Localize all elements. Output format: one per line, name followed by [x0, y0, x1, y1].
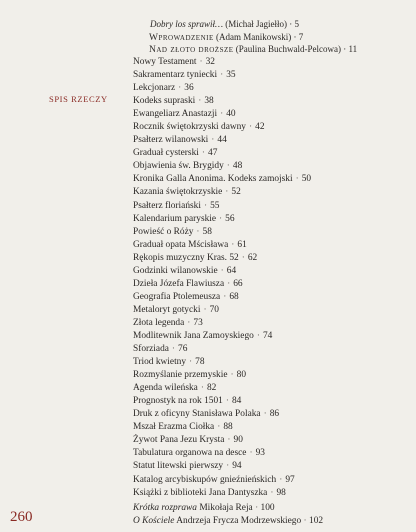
toc-entry: [133, 330, 311, 343]
toc-entry-title: Ewangeliarz Anastazji: [133, 109, 218, 120]
intro-author: (Michał Jagiełło): [225, 19, 287, 29]
toc-entry-page: 61: [237, 239, 247, 250]
toc-entry: [133, 252, 311, 265]
toc-entry-page: 88: [223, 422, 233, 433]
toc-entry: [133, 382, 311, 395]
toc-entry: [133, 147, 311, 160]
separator-dot: ·: [201, 148, 205, 159]
intro-entry: Nad złoto droższe (Paulina Buchwald-Pelcowa) · 11: [149, 44, 358, 55]
toc-entry: [133, 186, 311, 199]
toc-list: [133, 56, 311, 500]
toc-entry: [133, 134, 311, 147]
separator-dot: ·: [196, 226, 200, 237]
toc-entry-page: 86: [269, 409, 280, 420]
separator-dot: ·: [211, 135, 215, 146]
intro-page: 5: [294, 19, 299, 29]
separator-dot: ·: [256, 330, 260, 341]
toc-entry: [133, 213, 311, 226]
separator-dot: ·: [199, 57, 203, 67]
toc-entry-title: Objawienia św. Brygidy: [133, 161, 224, 172]
toc-entry: [133, 434, 311, 447]
toc-entry-page: 47: [208, 148, 218, 159]
toc-entry-page: 102: [309, 516, 324, 526]
intro-author: (Adam Manikowski): [216, 32, 292, 42]
separator-dot: ·: [220, 265, 224, 276]
toc-entry-title: Druk z oficyny Stanisława Polaka: [133, 409, 261, 420]
separator-dot: ·: [270, 487, 274, 498]
toc-entry-page: 73: [193, 317, 203, 328]
toc-entry-page: 56: [225, 213, 235, 224]
toc-entry: [133, 82, 311, 95]
toc-entry-page: 44: [217, 135, 227, 146]
toc-entry-title: Kodeks supraski: [133, 96, 196, 107]
toc-entry: [133, 447, 311, 460]
separator-dot: ·: [230, 370, 234, 381]
separator-dot: ·: [220, 70, 224, 81]
toc-entry-page: 74: [262, 330, 273, 341]
toc-entry-page: 84: [231, 396, 242, 407]
toc-entry: [133, 317, 311, 330]
separator-dot: ·: [223, 291, 227, 302]
toc-entry-title: Kronika Galla Anonima. Kodeks zamojski: [133, 174, 293, 185]
toc-entry-title: Powieść o Róży: [133, 226, 194, 237]
toc-entry-title: Lekcjonarz: [133, 83, 176, 94]
toc-entry-page: 80: [236, 370, 247, 381]
toc-entry-title: Triod kwietny: [133, 357, 187, 368]
toc-entry-page: 50: [301, 174, 312, 185]
toc-entry: [133, 173, 311, 186]
toc-entry-page: 93: [255, 448, 265, 459]
toc-entry-page: 40: [226, 109, 236, 120]
toc-entry-title: Mszał Erazma Ciołka: [133, 422, 215, 433]
toc-entry: [133, 487, 311, 500]
toc-entry: [133, 265, 311, 278]
toc-entry: [133, 95, 311, 108]
toc-entry-title: Rozmyślanie przemyskie: [133, 370, 228, 381]
toc-entry-title: Psałterz floriański: [133, 200, 201, 211]
separator-dot: ·: [225, 187, 229, 198]
toc-entry-title: Złota legenda: [133, 317, 185, 328]
separator-dot: ·: [226, 161, 230, 172]
toc-entry: O Kościele Andrzeja Frycza Modrzewskiego · 102: [133, 516, 324, 526]
toc-entry-page: 100: [260, 503, 275, 513]
toc-entry-page: 42: [255, 122, 265, 133]
toc-entry-page: 78: [195, 357, 205, 368]
toc-entry-title: Rękopis muzyczny Kras. 52: [133, 252, 239, 263]
separator-dot: ·: [295, 174, 299, 185]
toc-entry-title: Książki z biblioteki Jana Dantyszka: [133, 487, 268, 498]
toc-entry-title: Prognostyk na rok 1501: [133, 396, 223, 407]
separator-dot: ·: [249, 448, 253, 459]
separator-dot: ·: [171, 344, 176, 355]
toc-entry-title: Kazania świętokrzyskie: [133, 187, 223, 198]
intro-entry: Wprowadzenie (Adam Manikowski) · 7: [149, 32, 304, 43]
toc-entry-page: 76: [178, 344, 188, 355]
separator-dot: ·: [263, 409, 267, 420]
toc-entry-title: Metaloryt gotycki: [133, 304, 201, 315]
toc-entry-page: 35: [226, 70, 236, 81]
toc-entry-page: 82: [206, 383, 217, 394]
separator-dot: ·: [226, 461, 230, 472]
separator-dot: ·: [187, 317, 191, 328]
toc-entry: [133, 474, 311, 487]
toc-entry-title: Dzieła Józefa Flawiusza: [133, 278, 225, 289]
toc-entry: [133, 160, 311, 173]
intro-title: Nad złoto droższe: [149, 45, 234, 55]
toc-entry: [133, 291, 311, 304]
toc-entry-title: Geografia Ptolemeusza: [133, 291, 221, 302]
toc-entry: [133, 121, 311, 134]
toc-entry-page: 38: [204, 96, 214, 107]
toc-entry-title: Tabulatura organowa na desce: [133, 448, 247, 459]
toc-entry-author: Mikołaja Reja: [199, 503, 253, 513]
toc-entry: [133, 343, 311, 356]
toc-entry-title: Graduał opata Mścisława: [133, 239, 229, 250]
toc-entry-page: 52: [231, 187, 241, 198]
toc-entry-title: Rocznik świętokrzyski dawny: [133, 122, 246, 133]
separator-dot: ·: [178, 83, 182, 94]
toc-entry: [133, 408, 311, 421]
section-label: SPIS RZECZY: [49, 94, 108, 104]
toc-entry-title: Kalendarium paryskie: [133, 213, 217, 224]
intro-author: (Paulina Buchwald-Pelcowa): [235, 44, 342, 54]
toc-entry-page: 32: [205, 57, 215, 67]
toc-entry-page: 68: [229, 291, 239, 302]
toc-entry: [133, 356, 311, 369]
toc-entry-title: Żywot Pana Jezu Krysta: [133, 435, 225, 446]
toc-entry-title: Katalog arcybiskupów gnieźnieńskich: [133, 474, 277, 485]
toc-entry-page: 70: [209, 304, 219, 315]
toc-entry: [133, 395, 311, 408]
separator-dot: ·: [249, 122, 253, 133]
toc-entry-title: Psałterz wilanowski: [133, 135, 209, 146]
toc-entry-page: 97: [285, 474, 295, 485]
toc-entry: Krótka rozprawa Mikołaja Reja · 100: [133, 503, 275, 513]
separator-dot: ·: [227, 435, 231, 446]
toc-entry: [133, 108, 311, 121]
page-number: 260: [10, 509, 33, 525]
toc-entry-page: 48: [232, 161, 243, 172]
separator-dot: ·: [241, 252, 245, 263]
separator-dot: ·: [203, 304, 207, 315]
toc-entry: [133, 278, 311, 291]
toc-entry: [133, 56, 311, 69]
separator-dot: ·: [227, 278, 231, 289]
separator-dot: ·: [220, 109, 224, 120]
toc-entry-author: Andrzeja Frycza Modrzewskiego: [176, 516, 302, 526]
toc-entry-title: Nowy Testament: [133, 57, 197, 67]
toc-entry-page: 62: [247, 252, 258, 263]
toc-entry: [133, 69, 311, 82]
toc-entry-title: Agenda wileńska: [133, 383, 198, 394]
toc-entry-page: 66: [233, 278, 243, 289]
toc-entry: [133, 460, 311, 473]
toc-entry-title: Sforziada: [133, 344, 169, 355]
intro-page: 7: [298, 32, 304, 42]
toc-entry-title: O Kościele: [133, 516, 175, 526]
intro-title: Wprowadzenie: [149, 33, 214, 43]
toc-entry-title: Sakramentarz tyniecki: [133, 70, 218, 81]
separator-dot: ·: [203, 200, 208, 211]
toc-entry-title: Modlitewnik Jana Zamoyskiego: [133, 330, 254, 341]
toc-entry-title: Godzinki wilanowskie: [133, 265, 218, 276]
toc-entry-page: 98: [276, 487, 286, 498]
toc-entry-title: Statut litewski pierwszy: [133, 461, 224, 472]
toc-entry-title: Krótka rozprawa: [133, 503, 197, 513]
separator-dot: ·: [225, 396, 229, 407]
toc-entry: [133, 200, 311, 213]
toc-entry: [133, 239, 311, 252]
toc-entry: [133, 226, 311, 239]
toc-entry: [133, 304, 311, 317]
toc-entry-page: 64: [226, 265, 237, 276]
intro-page: 11: [348, 44, 358, 54]
toc-entry-page: 90: [233, 435, 243, 446]
toc-entry-page: 36: [184, 83, 194, 94]
toc-entry-title: Graduał cysterski: [133, 148, 199, 159]
toc-entry-page: 94: [232, 461, 242, 472]
toc-entry: [133, 421, 311, 434]
intro-title: Dobry los sprawił…: [150, 19, 224, 29]
separator-dot: ·: [279, 474, 283, 485]
separator-dot: ·: [198, 96, 202, 107]
toc-entry-page: 55: [210, 200, 220, 211]
separator-dot: ·: [189, 357, 193, 368]
toc-entry: [133, 369, 311, 382]
toc-entry-page: 58: [202, 226, 212, 237]
separator-dot: ·: [219, 213, 223, 224]
separator-dot: ·: [200, 383, 204, 394]
separator-dot: ·: [217, 422, 221, 433]
separator-dot: ·: [231, 239, 235, 250]
intro-entry: Dobry los sprawił… (Michał Jagiełło) · 5: [150, 19, 299, 29]
